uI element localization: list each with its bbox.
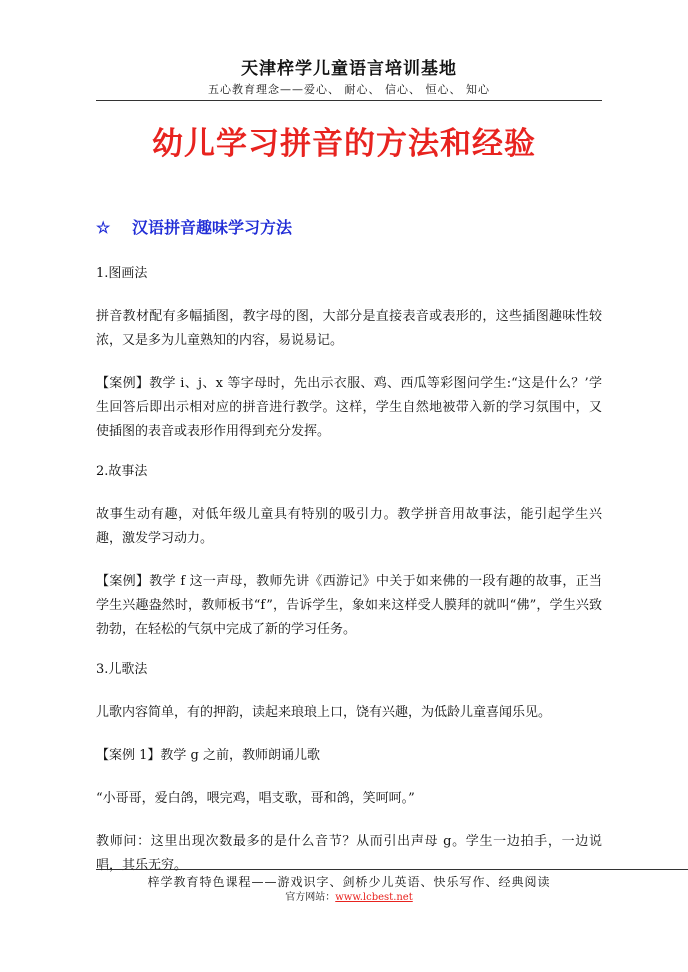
footer-website-label: 官方网站： <box>285 892 336 903</box>
header-divider <box>96 100 602 101</box>
paragraph: 教师问：这里出现次数最多的是什么音节？从而引出声母 g。学生一边拍手，一边说唱，其乐无穷。 <box>96 834 602 873</box>
page-header <box>96 58 602 98</box>
footer-divider <box>96 869 688 870</box>
page-footer <box>96 873 602 905</box>
paragraph: 故事生动有趣，对低年级儿童具有特别的吸引力。教学拼音用故事法，能引起学生兴趣，激发学习动力。 <box>96 507 602 546</box>
song-quote: “小哥哥，爱白鸽，喂完鸡，唱支歌，哥和鸽，笑呵呵。” <box>96 791 415 806</box>
subheading-drawing-method: 1.图画法 <box>96 266 148 281</box>
document-body <box>96 262 602 897</box>
example-paragraph: 【案例】教学 f 这一声母，教师先讲《西游记》中关于如来佛的一段有趣的故事，正当学生兴趣盎然时，教师板书“f”，告诉学生，象如来这样受人膜拜的就叫“佛”，学生兴致勃勃，在轻松的气氛中完成了新的学习任务。 <box>96 574 602 637</box>
section-heading <box>96 216 292 240</box>
example-paragraph: 【案例】教学 i、j、x 等字母时，先出示衣服、鸡、西瓜等彩图问学生:“这是什么？’学生回答后即出示相对应的拼音进行教学。这样，学生自然地被带入新的学习氛围中，又使插图的表音或表形作用得到充分发挥。 <box>96 376 602 439</box>
example-paragraph: 【案例 1】教学 g 之前，教师朗诵儿歌 <box>96 748 320 763</box>
subheading-story-method: 2.故事法 <box>96 464 148 479</box>
paragraph: 儿歌内容简单，有的押韵，读起来琅琅上口，饶有兴趣，为低龄儿童喜闻乐见。 <box>96 705 552 720</box>
website-link[interactable]: www.lcbest.net <box>335 892 413 903</box>
star-icon: ☆ <box>96 218 111 237</box>
paragraph: 拼音教材配有多幅插图，教字母的图，大部分是直接表音或表形的，这些插图趣味性较浓，又是多为儿童熟知的内容，易说易记。 <box>96 309 602 348</box>
footer-courses: 梓学教育特色课程——游戏识字、剑桥少儿英语、快乐写作、经典阅读 <box>147 875 551 889</box>
header-subtitle: 五心教育理念——爱心、 耐心、 信心、 恒心、 知心 <box>208 83 490 96</box>
footer-website <box>96 891 602 905</box>
document-title: 幼儿学习拼音的方法和经验 <box>152 126 536 162</box>
subheading-song-method: 3.儿歌法 <box>96 662 148 677</box>
header-title: 天津梓学儿童语言培训基地 <box>241 59 457 79</box>
section-heading-text: 汉语拼音趣味学习方法 <box>132 218 293 237</box>
